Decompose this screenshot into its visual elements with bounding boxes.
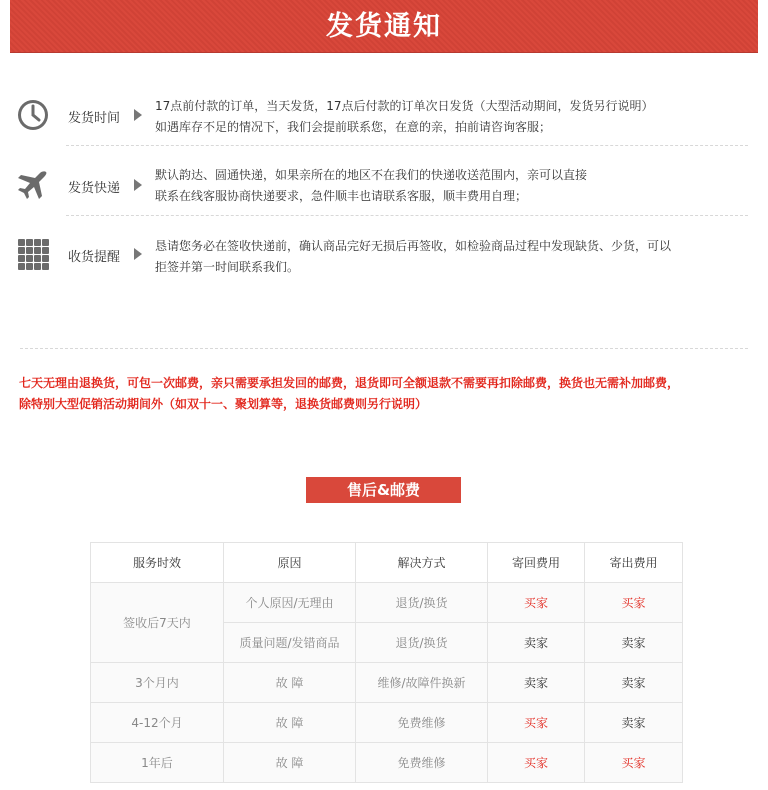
info-line: 17点前付款的订单，当天发货，17点后付款的订单次日发货（大型活动期间，发货另行说明） [155, 99, 654, 113]
info-line: 联系在线客服协商快递要求，急件顺丰也请联系客服，顺丰费用自理； [155, 189, 528, 203]
return-policy-notice [19, 373, 759, 415]
info-text [155, 96, 654, 138]
send-fee-cell: 卖家 [585, 703, 683, 743]
period-cell: 3个月内 [91, 663, 224, 703]
arrow-right-icon [134, 179, 142, 191]
column-header: 原因 [224, 543, 356, 583]
send-fee-cell: 卖家 [585, 623, 683, 663]
send-fee-cell: 买家 [585, 583, 683, 623]
notice-line: 七天无理由退换货，可包一次邮费，亲只需要承担发回的邮费，退货即可全额退款不需要再扣除邮费，换货也无需补加邮费， [19, 376, 680, 390]
solution-cell: 免费维修 [356, 703, 488, 743]
info-text [155, 165, 587, 207]
table-row [91, 743, 683, 783]
column-header: 寄回费用 [488, 543, 585, 583]
column-header: 解决方式 [356, 543, 488, 583]
info-label: 发货快递 [68, 181, 121, 196]
table-row [91, 703, 683, 743]
return-fee-cell: 卖家 [488, 623, 585, 663]
return-fee-cell: 买家 [488, 703, 585, 743]
reason-cell: 故 障 [224, 743, 356, 783]
info-label: 收货提醒 [68, 250, 121, 265]
solution-cell: 维修/故障件换新 [356, 663, 488, 703]
table-header-row [91, 543, 683, 583]
send-fee-cell: 买家 [585, 743, 683, 783]
after-sales-fee-table [90, 542, 683, 783]
solution-cell: 免费维修 [356, 743, 488, 783]
reason-cell: 故 障 [224, 703, 356, 743]
info-line: 如遇库存不足的情况下，我们会提前联系您，在意的亲，拍前请咨询客服； [155, 120, 552, 134]
return-fee-cell: 买家 [488, 743, 585, 783]
info-line: 拒签并第一时间联系我们。 [155, 260, 300, 274]
solution-cell: 退货/换货 [356, 623, 488, 663]
send-fee-cell: 卖家 [585, 663, 683, 703]
reason-cell: 质量问题/发错商品 [224, 623, 356, 663]
return-fee-cell: 卖家 [488, 663, 585, 703]
header-banner [10, 0, 758, 53]
return-fee-cell: 买家 [488, 583, 585, 623]
column-header: 服务时效 [91, 543, 224, 583]
period-cell: 4-12个月 [91, 703, 224, 743]
table-row [91, 583, 683, 623]
section-title: 售后&邮费 [306, 477, 461, 503]
reason-cell: 个人原因/无理由 [224, 583, 356, 623]
arrow-right-icon [134, 248, 142, 260]
arrow-right-icon [134, 109, 142, 121]
info-row-courier [14, 166, 748, 206]
divider [20, 348, 748, 349]
period-cell: 签收后7天内 [91, 583, 224, 663]
period-cell: 1年后 [91, 743, 224, 783]
airplane-icon [16, 168, 50, 202]
reason-cell: 故 障 [224, 663, 356, 703]
divider [66, 145, 748, 146]
page-title: 发货通知 [326, 11, 442, 42]
info-line: 默认韵达、圆通快递，如果亲所在的地区不在我们的快递收送范围内，亲可以直接 [155, 168, 588, 182]
info-row-shipping-time [14, 96, 748, 136]
info-label: 发货时间 [68, 111, 121, 126]
solution-cell: 退货/换货 [356, 583, 488, 623]
info-line: 恳请您务必在签收快递前，确认商品完好无损后再签收，如检验商品过程中发现缺货、少货，可以 [155, 239, 672, 253]
divider [66, 215, 748, 216]
info-row-receipt-reminder [14, 236, 748, 276]
table-row [91, 663, 683, 703]
grid-icon [16, 237, 50, 271]
column-header: 寄出费用 [585, 543, 683, 583]
notice-line: 除特别大型促销活动期间外（如双十一、聚划算等，退换货邮费则另行说明） [19, 397, 428, 411]
info-text [155, 236, 671, 278]
clock-icon [16, 98, 50, 132]
